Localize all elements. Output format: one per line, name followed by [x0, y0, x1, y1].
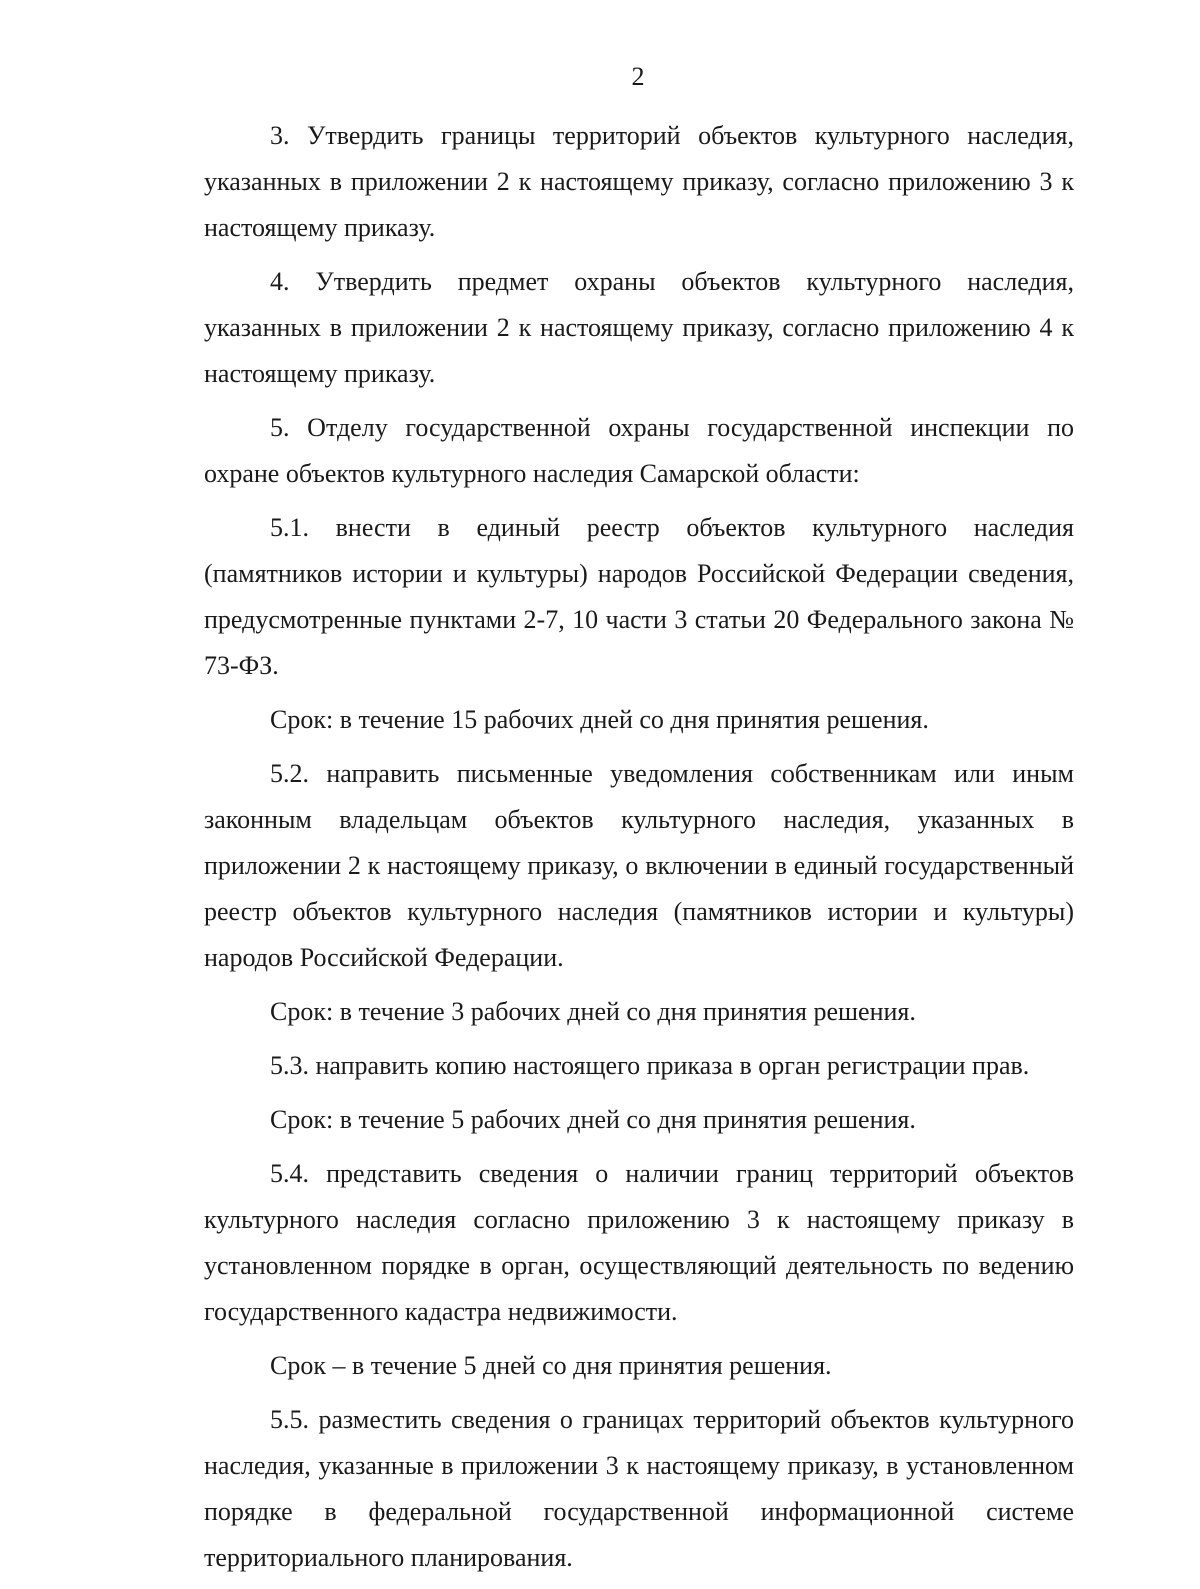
paragraph-5-3-deadline: Срок: в течение 5 рабочих дней со дня принятия решения. — [270, 1105, 916, 1134]
paragraph-5: 5. Отделу государственной охраны государственной инспекции по охране объектов культурного наследия Самарской области: — [204, 413, 1074, 488]
paragraph-5-5: 5.5. разместить сведения о границах территорий объектов культурного наследия, указанные в приложении 3 к настоящему приказу, в установленном порядке в федеральной государственной информационной системе территориального планирования. — [204, 1405, 1074, 1572]
document-body — [204, 113, 1074, 1589]
paragraph-4: 4. Утвердить предмет охраны объектов культурного наследия, указанных в приложении 2 к настоящему приказу, согласно приложению 4 к настоящему приказу. — [204, 267, 1074, 388]
paragraph-5-3: 5.3. направить копию настоящего приказа в орган регистрации прав. — [270, 1051, 1030, 1080]
paragraph-5-4-deadline: Срок – в течение 5 дней со дня принятия решения. — [270, 1351, 832, 1380]
paragraph-5-2-deadline: Срок: в течение 3 рабочих дней со дня принятия решения. — [270, 997, 916, 1026]
page-number: 2 — [631, 62, 645, 91]
paragraph-5-2: 5.2. направить письменные уведомления собственникам или иным законным владельцам объектов культурного наследия, указанных в приложении 2 к настоящему приказу, о включении в единый государственный реестр объектов культурного наследия (памятников истории и культуры) народов Российской Федерации. — [204, 759, 1074, 972]
paragraph-5-4: 5.4. представить сведения о наличии границ территорий объектов культурного наследия согласно приложению 3 к настоящему приказу в установленном порядке в орган, осуществляющий деятельность по ведению государственного кадастра недвижимости. — [204, 1159, 1074, 1326]
paragraph-5-1: 5.1. внести в единый реестр объектов культурного наследия (памятников истории и культуры) народов Российской Федерации сведения, предусмотренные пунктами 2-7, 10 части 3 статьи 20 Федерального закона № 73-ФЗ. — [204, 513, 1074, 680]
paragraph-3: 3. Утвердить границы территорий объектов культурного наследия, указанных в приложении 2 к настоящему приказу, согласно приложению 3 к настоящему приказу. — [204, 121, 1074, 242]
paragraph-5-1-deadline: Срок: в течение 15 рабочих дней со дня принятия решения. — [270, 705, 929, 734]
